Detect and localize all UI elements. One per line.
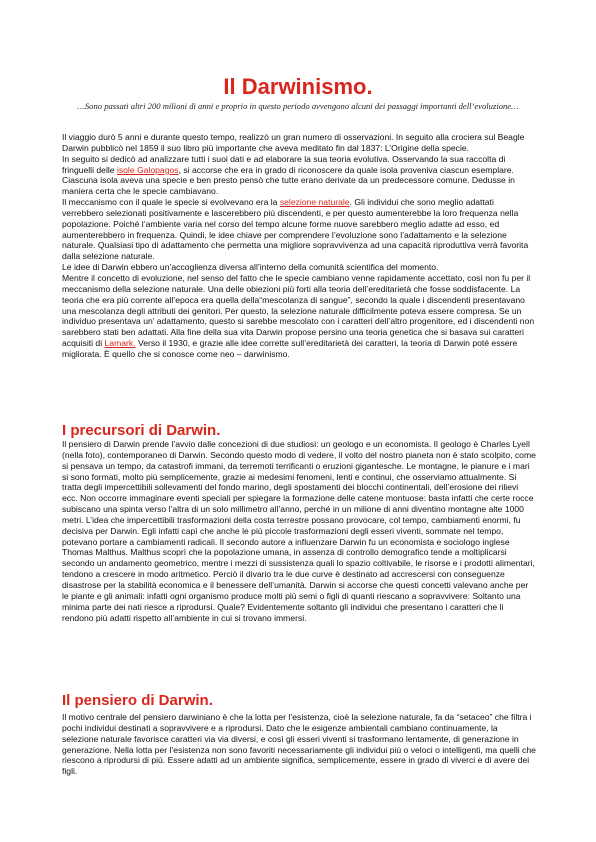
- section-pensiero-paragraph: Il motivo centrale del pensiero darwiniano è che la lotta per l’esistenza, cioè la selezione naturale, fa da “setaceo” che filtra i pochi individui destinati a sopravvivere e a riprodursi. Dato che le esigenze ambientali cambiano continuamente, la selezione naturale favorisce caratteri via via diversi, e così gli esseri viventi si trasformano lentamente, di generazione in generazione. Nella lotta per l’esistenza non sono favoriti necessariamente gli individui più o veloci o intelligenti, ma quelli che riescono a riprodursi di più. Essere adatti ad un ambiente significa, semplicemente, essere in grado di viverci e di avere dei figli.: [62, 712, 536, 777]
- intro-paragraph-3-text-b: . Gli individui che sono meglio adattati verrebbero selezionati positivamente e lascerebbero più discendenti, e per questo aumenterebbe la loro frequenza nella popolazione. Poiché l’ambiente varia nel corso del tempo alcune forme nuove sarebbero meglio adatte ad esso, ed aumenterebbero in frequenza. Quindi, le idee chiave per comprendere l’evoluzione sono l’adattamento e la selezione naturale. Qualsiasi tipo di adattamento che permetta una migliore sopravvivenza ad una capacità riproduttiva verrà favorita dalla selezione naturale.: [62, 197, 529, 262]
- selezione-naturale-link[interactable]: selezione naturale: [279, 197, 350, 208]
- section-precursori-text: [62, 439, 536, 623]
- intro-paragraph-2-text-a: In seguito si dedicò ad analizzare tutti i suoi dati e ad elaborare la sua teoria evolutiva. Osservando la sua raccolta di fringuelli delle: [62, 153, 506, 175]
- section-precursori-paragraph: Il pensiero di Darwin prende l’avvio dalle concezioni di due studiosi: un geologo e un economista. Il geologo è Charles Lyell (nella foto), contemporaneo di Darwin. Secondo questo modo di vedere, il volto del nostro pianeta non è stato scolpito, come si pensava un tempo, da catastrofi immani, da terremoti terrificanti o eruzioni gigantesche. Le montagne, le pianure e i mari si sono formati, molto più semplicemente, grazie ai medesimi fenomeni, lenti e continui, che osserviamo attualmente. Si tratta degli impercettibili sollevamenti del fondo marino, degli spostamenti dei blocchi continentali, dell’erosione dei rilievi ecc. Non occorre immaginare eventi speciali per spiegare la formazione delle catene montuose: basta infatti che certe rocce subiscano una spinta verso l’altra di un solo millimetro all’anno, perché in un milione di anni diventino montagne alte 1000 metri. L’idea che impercettibili trasformazioni della costa terrestre possano provocare, col tempo, cambiamenti enormi, fu decisiva per Darwin. Egli infatti capì che anche le più piccole trasformazioni degli esseri viventi, sommate nel tempo, potevano portare a cambiamenti radicali. Il secondo autore a influenzare Darwin fu un economista e sociologo inglese Thomas Malthus. Malthus scoprì che la popolazione umana, in assenza di controllo demografico tende a moltiplicarsi secondo un andamento geometrico, mentre i mezzi di sussistenza quali lo spazio coltivabile, le risorse e i prodotti alimentari, tendono a crescere in modo aritmetico. Perciò il divario tra le due curve è destinato ad accrescersi con conseguenze disastrose per la stabilità economica e il benessere dell’umanità. Darwin si accorse che questi concetti valevano anche per le piante e gli animali: infatti ogni organismo produce molti più semi o figli di quanti riescano a sopravvivere: Soltanto una minima parte dei nati riesce a riprodursi. Quale? Evidentemente soltanto gli individui che presentano i caratteri che li rendono più adatti rispetto all’ambiente in cui si trovano immersi.: [62, 439, 536, 623]
- section-heading-pensiero: Il pensiero di Darwin.: [62, 692, 213, 709]
- intro-paragraph-5: [62, 273, 536, 360]
- intro-paragraph-1: Il viaggio durò 5 anni e durante questo tempo, realizzò un gran numero di osservazioni. In seguito alla crociera sul Beagle Darwin pubblicò nel 1859 il suo libro più importante che aveva meditato fin dal 1837: L’Origine della specie.: [62, 132, 525, 153]
- lamark-link[interactable]: Lamark.: [104, 338, 136, 349]
- intro-paragraph-3: [62, 197, 536, 262]
- page-subtitle: …Sono passati altri 200 milioni di anni e proprio in questo periodo avvengono alcuni dei passaggi importanti dell’evoluzione…: [77, 101, 519, 111]
- section-pensiero-text: [62, 712, 536, 777]
- intro-paragraph-3-text-a: Il meccanismo con il quale le specie si evolvevano era la: [62, 197, 280, 208]
- page-title: Il Darwinismo.: [223, 74, 373, 99]
- isole-galopagos-link[interactable]: isole Galopagos: [116, 164, 179, 175]
- intro-text: [62, 132, 536, 360]
- intro-paragraph-5-text-a: Mentre il concetto di evoluzione, nel senso del fatto che le specie cambiano venne rapidamente accettato, così non fu per il meccanismo della selezione naturale. Una delle obiezioni più forti alla teoria dell’ereditarietà che fosse soddisfacente. La teoria che era più corrente all’epoca era quella della“mescolanza di sangue”, secondo la quale i discendenti presentavano una mescolanza degli attributi dei genitori. Per questo, la selezione naturale difficilmente poteva essere compresa. Se un individuo presentava un’ adattamento, questo si sarebbe mescolato con i caratteri dell’altro progenitore, ed i discendenti non sarebbero stati ben adattati. Alla fine della sua vita Darwin propose persino una teoria genetica che si basava sui caratteri acquisiti di: [62, 272, 535, 349]
- section-heading-precursori: I precursori di Darwin.: [62, 422, 221, 439]
- intro-paragraph-4: Le idee di Darwin ebbero un’accoglienza diversa all’interno della comunità scientifica del momento.: [62, 262, 439, 273]
- intro-paragraph-5-text-b: Verso il 1930, e grazie alle idee corrette sull’ereditarietà dei caratteri, la teoria di Darwin poté essere migliorata. È quello che si conosce come neo – darwinismo.: [62, 338, 518, 359]
- intro-paragraph-2-text-b: , si accorse che era in grado di riconoscere da quale isola proveniva ciascun esemplare. Ciascuna isola aveva una specie e ben presto pensò che tutte erano derivate da un predecessore comune. Dedusse in maniera certa che le specie cambiavano.: [62, 164, 515, 197]
- intro-paragraph-2: [62, 154, 536, 197]
